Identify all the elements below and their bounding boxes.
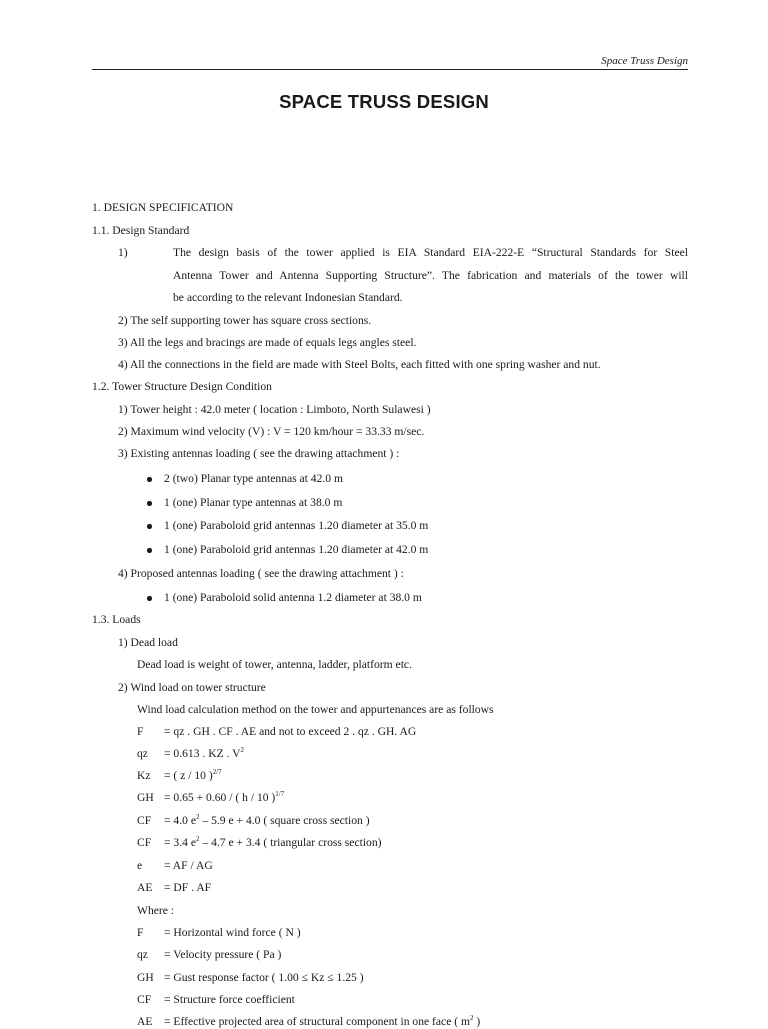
equation-symbol: AE (137, 881, 153, 894)
bullet-item: 1 (one) Planar type antennas at 38.0 m (164, 496, 343, 509)
equation-symbol: e (137, 859, 143, 872)
section-heading-1-1: 1.1. Design Standard (92, 224, 190, 237)
equation-symbol: CF (137, 836, 152, 849)
list-item: 2) The self supporting tower has square cross sections. (118, 314, 372, 327)
equation-expression: = 0.65 + 0.60 / ( h / 10 )$^{1/7}$ (164, 790, 285, 804)
definition-text: = Gust response factor ( 1.00 ≤ Kz ≤ 1.25 ) (164, 971, 364, 984)
equation-expression: = ( z / 10 )$^{2/7}$ (164, 768, 222, 782)
paragraph-line: be according to the relevant Indonesian Standard. (173, 291, 403, 304)
equation-expression: = 4.0 $e^2 - 5.9$ e + 4.0 ( square cross section ) (164, 813, 370, 827)
header-rule (92, 69, 688, 70)
page-title: SPACE TRUSS DESIGN (279, 91, 489, 112)
list-item: 3) All the legs and bracings are made of equals legs angles steel. (118, 336, 417, 349)
equation-expression: = 3.4 $e^2 - 4.7$ e + 3.4 ( triangular cross section) (164, 835, 382, 849)
definition-symbol: GH (137, 971, 154, 984)
bullet-item: 1 (one) Paraboloid solid antenna 1.2 diameter at 38.0 m (164, 591, 422, 604)
definition-text: = Horizontal wind force ( N ) (164, 926, 301, 939)
definition-symbol: AE (137, 1015, 153, 1028)
paragraph-line: Dead load is weight of tower, antenna, ladder, platform etc. (137, 658, 412, 671)
where-label: Where : (137, 904, 175, 917)
bullet-icon (147, 477, 152, 482)
equation-symbol: F (137, 725, 144, 738)
equation-symbol: GH (137, 791, 154, 804)
equation-expression: = 0.613 . KZ . $V^2$ (164, 746, 245, 760)
definition-text: = Velocity pressure ( Pa ) (164, 948, 282, 961)
definition-symbol: F (137, 926, 144, 939)
item-number: 1) (118, 246, 128, 259)
bullet-icon (147, 524, 152, 529)
definition-text: = Structure force coefficient (164, 993, 295, 1006)
subheading-dead-load: 1) Dead load (118, 636, 178, 649)
section-heading-1-2: 1.2. Tower Structure Design Condition (92, 380, 272, 393)
list-item: 4) All the connections in the field are made with Steel Bolts, each fitted with one spring washer and nut. (118, 358, 601, 371)
list-item: 2) Maximum wind velocity (V) : V = 120 km/hour = 33.33 m/sec. (118, 425, 425, 438)
running-header: Space Truss Design (601, 55, 688, 67)
definition-text: = Effective projected area of structural component in one face ( $m^2$ ) (164, 1014, 481, 1028)
list-item: 1) Tower height : 42.0 meter ( location : Limboto, North Sulawesi ) (118, 403, 431, 416)
list-item: 3) Existing antennas loading ( see the drawing attachment ) : (118, 447, 400, 460)
definition-symbol: qz (137, 948, 148, 961)
paragraph-line: The design basis of the tower applied is EIA Standard EIA-222-E “Structural Standards for Steel (173, 246, 688, 259)
bullet-item: 2 (two) Planar type antennas at 42.0 m (164, 472, 344, 485)
paragraph-line: Antenna Tower and Antenna Supporting Structure”. The fabrication and materials of the tower will (173, 269, 688, 282)
equation-symbol: qz (137, 747, 148, 760)
equation-symbol: Kz (137, 769, 151, 782)
bullet-icon (147, 596, 152, 601)
bullet-icon (147, 501, 152, 506)
bullet-item: 1 (one) Paraboloid grid antennas 1.20 diameter at 42.0 m (164, 543, 429, 556)
equation-expression: = DF . AF (164, 881, 212, 894)
paragraph-line: Wind load calculation method on the tower and appurtenances are as follows (137, 703, 494, 716)
bullet-icon (147, 548, 152, 553)
list-item: 4) Proposed antennas loading ( see the drawing attachment ) : (118, 567, 404, 580)
equation-expression: = qz . GH . CF . AE and not to exceed 2 . qz . GH. AG (164, 725, 417, 738)
equation-expression: = AF / AG (164, 859, 213, 872)
equation-symbol: CF (137, 814, 152, 827)
section-heading-1-3: 1.3. Loads (92, 613, 141, 626)
bullet-item: 1 (one) Paraboloid grid antennas 1.20 diameter at 35.0 m (164, 519, 429, 532)
section-heading-1: 1. DESIGN SPECIFICATION (92, 201, 234, 214)
subheading-wind-load: 2) Wind load on tower structure (118, 681, 266, 694)
definition-symbol: CF (137, 993, 152, 1006)
